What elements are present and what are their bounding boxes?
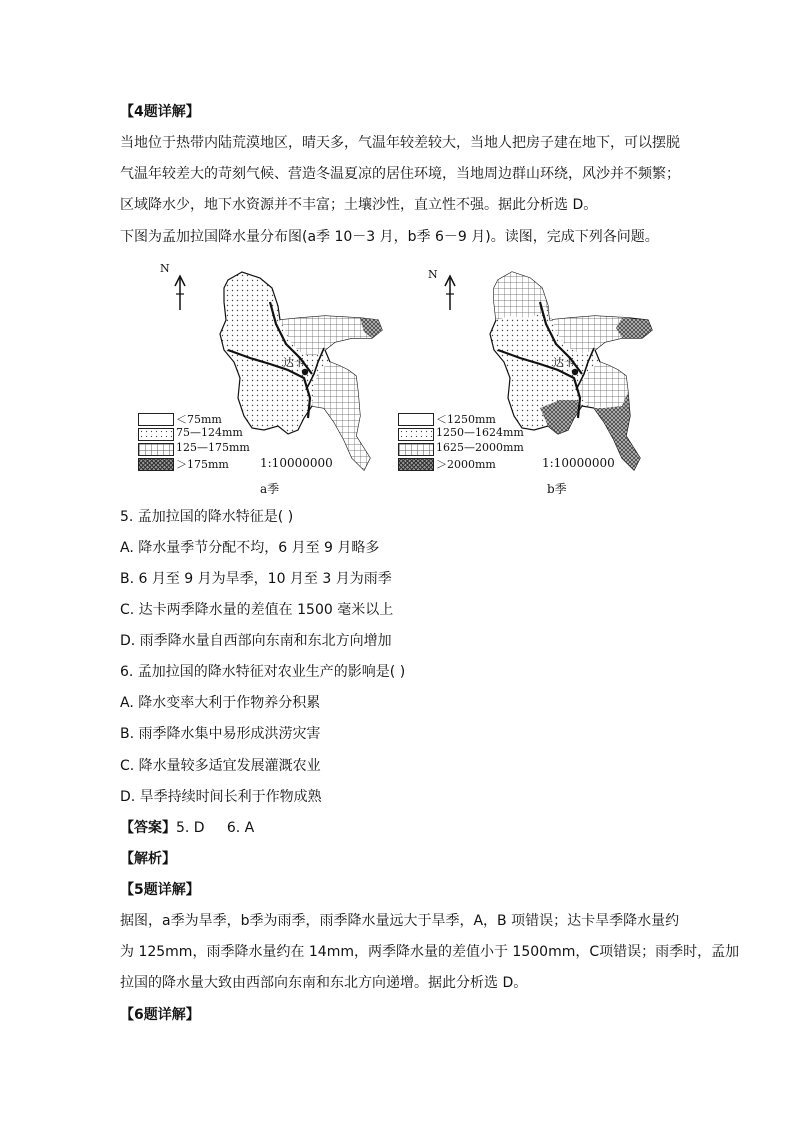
map-b-legend-label-2: 1250—1624mm [436, 426, 524, 439]
map-b-legend-label-3: 1625—2000mm [436, 441, 524, 454]
q5-option-c: C. 达卡两季降水量的差值在 1500 毫米以上 [120, 602, 394, 618]
figure-intro: 下图为孟加拉国降水量分布图(a季 10－3 月，b季 6－9 月)。读图，完成下列各问题。 [120, 229, 659, 245]
map-b-north-label: N [428, 268, 438, 281]
q5-stem: 5. 孟加拉国的降水特征是( ) [120, 509, 294, 525]
map-a-city-label: 达卡 [283, 356, 305, 369]
q5-option-a: A. 降水量季节分配不均，6 月至 9 月略多 [120, 540, 380, 556]
map-a-caption: a季 [260, 482, 280, 496]
q6-option-d: D. 旱季持续时间长利于作物成熟 [120, 789, 322, 805]
map-b-legend-label-1: ＜1250mm [436, 413, 496, 426]
map-b-legend-label-4: ＞2000mm [436, 458, 496, 471]
map-a-north-label: N [160, 262, 170, 275]
q4-line-2: 气温年较差大的苛刻气候、营造冬温夏凉的居住环境，当地周边群山环绕，风沙并不频繁； [120, 166, 680, 182]
q5-detail-line-3: 拉国的降水量大致由西部向东南和东北方向递增。据此分析选 D。 [120, 975, 528, 991]
answer-value: 5. D 6. A [176, 820, 255, 836]
q5-detail-line-1: 据图，a季为旱季，b季为雨季，雨季降水量远大于旱季，A，B 项错误；达卡旱季降水量约 [120, 913, 680, 929]
q6-option-a: A. 降水变率大利于作物养分积累 [120, 695, 321, 711]
q6-stem: 6. 孟加拉国的降水特征对农业生产的影响是( ) [120, 664, 406, 680]
answer-line [120, 818, 254, 838]
q6-option-c: C. 降水量较多适宜发展灌溉农业 [120, 758, 321, 774]
q5-detail-heading: 【5题详解】 [120, 882, 200, 898]
analysis-heading: 【解析】 [120, 851, 176, 867]
q5-detail-line-2: 为 125mm，雨季降水量约在 14mm，两季降水量的差值小于 1500mm，C项错误；雨季时，孟加 [120, 944, 740, 960]
q4-heading: 【4题详解】 [120, 104, 200, 120]
map-a-scale: 1:10000000 [260, 456, 333, 470]
map-b-scale: 1:10000000 [542, 456, 615, 470]
map-b-caption: b季 [547, 482, 567, 496]
q4-line-1: 当地位于热带内陆荒漠地区，晴天多，气温年较差较大，当地人把房子建在地下，可以摆脱 [120, 135, 680, 151]
q5-option-d: D. 雨季降水量自西部向东南和东北方向增加 [120, 633, 392, 649]
map-a-legend-label-2: 75—124mm [176, 426, 243, 439]
answer-label: 【答案】 [120, 820, 176, 836]
map-a-legend-label-4: ＞175mm [176, 458, 229, 471]
map-a-legend-label-3: 125—175mm [176, 441, 250, 454]
rainfall-maps-figure [120, 258, 680, 498]
map-a-legend-label-1: ＜75mm [176, 413, 222, 426]
q6-detail-heading: 【6题详解】 [120, 1007, 200, 1023]
q5-option-b: B. 6 月至 9 月为旱季，10 月至 3 月为雨季 [120, 571, 392, 587]
map-b-city-label: 达卡 [553, 356, 575, 369]
q6-option-b: B. 雨季降水集中易形成洪涝灾害 [120, 726, 321, 742]
q4-line-3: 区域降水少，地下水资源并不丰富；土壤沙性，直立性不强。据此分析选 D。 [120, 197, 598, 213]
